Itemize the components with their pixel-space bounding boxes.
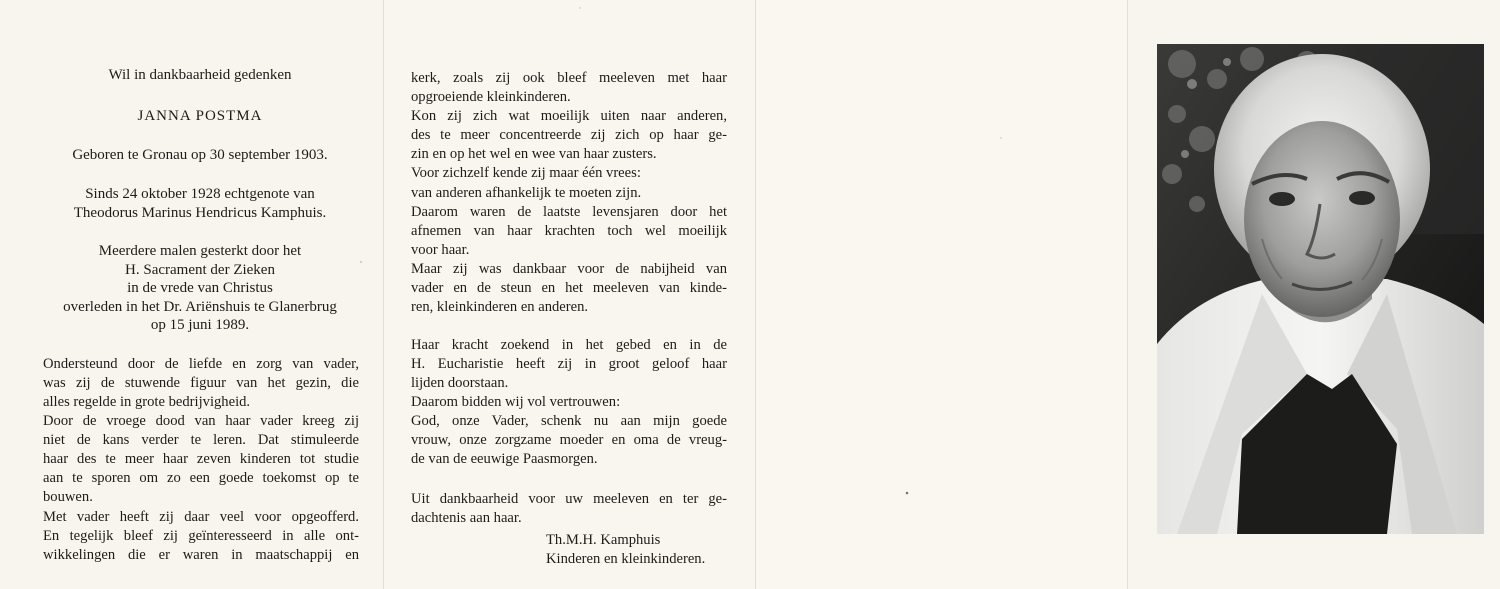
body-line: lijden doorstaan. — [411, 375, 509, 391]
body-line: Met vader heeft zij daar veel voor opgeofferd. — [43, 509, 359, 525]
body-line: kerk, zoals zij ook bleef meeleven met haar — [411, 70, 727, 86]
body-line: vader en de steun en het meeleven van kinde- — [411, 280, 727, 296]
body-line: God, onze Vader, schenk nu aan mijn goede — [411, 413, 727, 429]
face — [1244, 121, 1400, 317]
body-line: Door de vroege dood van haar vader kreeg zij — [43, 413, 359, 429]
signature-family: Kinderen en kleinkinderen. — [546, 551, 706, 567]
portrait-photo — [1157, 44, 1484, 534]
deceased-name: JANNA POSTMA — [137, 108, 263, 124]
body-line: ren, kleinkinderen en anderen. — [411, 299, 589, 315]
body-line: Daarom waren de laatste levensjaren door het — [411, 204, 727, 220]
body-line: aan te sporen om zo een goede toekomst op te — [43, 470, 359, 486]
body-line: de van de eeuwige Paasmorgen. — [411, 451, 598, 467]
fold-line — [1127, 0, 1128, 589]
body-line: wikkelingen die er waren in maatschappij en — [43, 547, 359, 563]
body-line: was zij de stuwende figuur van het gezin, die — [43, 375, 359, 391]
body-line: afnemen van haar krachten toch wel moeilijk — [411, 223, 727, 239]
signature-name: Th.M.H. Kamphuis — [546, 532, 661, 548]
body-line: En tegelijk bleef zij geïnteresseerd in alle ont- — [43, 528, 359, 544]
body-line: des te meer concentreerde zij zich op haar ge- — [411, 127, 727, 143]
body-line: vrouw, onze zorgzame moeder en oma de vreug- — [411, 432, 727, 448]
body-line: zin en op het wel en wee van haar zusters. — [411, 146, 657, 162]
body-line: H. Eucharistie heeft zij in groot geloof haar — [411, 356, 727, 372]
death-text: Meerdere malen gesterkt door het H. Sacrament der Zieken in de vrede van Christus overleden in het Dr. Ariënshuis te Glanerbrug op 15 juni 1989. — [63, 243, 337, 333]
birth-text: Geboren te Gronau op 30 september 1903. — [72, 147, 328, 163]
fold-line — [383, 0, 384, 589]
body-line: voor haar. — [411, 242, 470, 258]
body-line: Uit dankbaarheid voor uw meeleven en ter ge- — [411, 491, 727, 507]
card-panel-blank — [755, 0, 1127, 589]
body-line: Haar kracht zoekend in het gebed en in de — [411, 337, 727, 353]
intro-text: Wil in dankbaarheid gedenken — [108, 67, 292, 83]
body-line: van anderen afhankelijk te moeten zijn. — [411, 185, 642, 201]
body-line: bouwen. — [43, 489, 93, 505]
body-line: haar des te meer haar zeven kinderen tot studie — [43, 451, 359, 467]
body-line: Maar zij was dankbaar voor de nabijheid van — [411, 261, 727, 277]
marriage-text: Sinds 24 oktober 1928 echtgenote van Theodorus Marinus Hendricus Kamphuis. — [73, 186, 327, 221]
body-line: opgroeiende kleinkinderen. — [411, 89, 571, 105]
body-line: Ondersteund door de liefde en zorg van vader, — [43, 356, 359, 372]
body-line: niet de kans verder te leren. Dat stimuleerde — [43, 432, 359, 448]
body-line: dachtenis aan haar. — [411, 510, 522, 526]
fold-line — [755, 0, 756, 589]
body-line: Voor zichzelf kende zij maar één vrees: — [411, 165, 641, 181]
body-line: Daarom bidden wij vol vertrouwen: — [411, 394, 621, 410]
body-line: alles regelde in grote bedrijvigheid. — [43, 394, 251, 410]
body-line: Kon zij zich wat moeilijk uiten naar anderen, — [411, 108, 727, 124]
